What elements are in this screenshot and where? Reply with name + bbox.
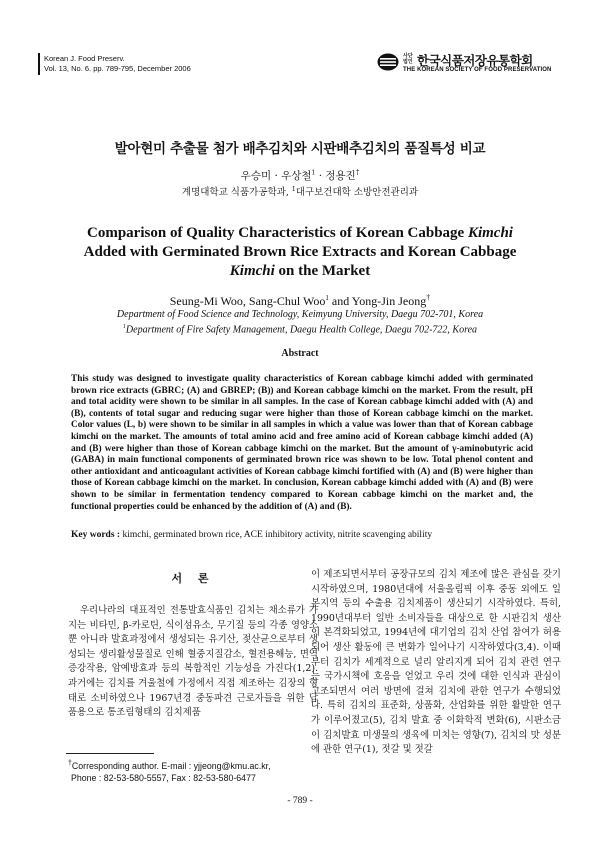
section-title-introduction: 서 론 <box>171 572 215 585</box>
society-prefix: 사단 법인 <box>403 53 413 65</box>
journal-name: Korean J. Food Preserv. <box>44 54 125 63</box>
authors-english: Seung-Mi Woo, Sang-Chul Woo$^1$ and Yong-Jin Jeong† <box>169 293 431 308</box>
affiliation-korean: 계명대학교 식품가공학과, $^1$대구보건대학 소방안전관리과 <box>181 185 419 198</box>
keywords: Key words : kimchi, germinated brown rice, ACE inhibitory activity, nitrite scavenging ability <box>71 530 433 540</box>
title-english: Comparison of Quality Characteristics of Korean Cabbage Kimchi Added with Germinated Brown Rice Extracts and Korean Cabbage Kimchi on the Market <box>83 225 517 279</box>
journal-volume: Vol. 13, No. 6. pp. 789-795, December 2006 <box>44 63 191 73</box>
society-logo <box>377 50 557 76</box>
page-number: - 789 - <box>287 796 313 806</box>
abstract-heading: Abstract <box>281 348 319 359</box>
abstract-text: This study was designed to investigate quality characteristics of Korean cabbage kimchi added with germinated brown rice extracts (GBRC; (A) and GBREP; (B)) and Korean cabbage kimchi on the market. From the result, pH and total acidity were shown to be similar in all samples. In the case of Korean cabbage kimchi added with (A) and (B), contents of total sugar and reducing sugar were higher than those of Korean cabbage kimchi on the market. Color values (L, b) were shown to be similar in all samples in which a value was lower than that of Korean cabbage kimchi on the market. The amounts of total amino acid and free amino acid of Korean cabbage kimchi added (A) and (B) were higher than those of Korean cabbage kimchi on the market. But the amount of γ-aminobutyric acid (GABA) in main functional components of germinated brown rice was shown to be low. Total phenol content and other antioxidant and anticoagulant activities of Korean cabbage kimchi fortified with (A) and (B) were higher than those of Korean cabbage kimchi on the market. In conclusion, Korean cabbage kimchi added with (A) and (B) were shown to be similar in fermentation tendency compared to Korean cabbage kimchi on the market and, the functional properties could be enhanced by the addition of (A) and (B). <box>71 374 533 512</box>
journal-info <box>44 54 191 73</box>
society-emblem-icon <box>377 53 399 71</box>
society-name-en: THE KOREAN SOCIETY OF FOOD PRESERVATION <box>403 67 552 73</box>
body-right-column: 이 제조되면서부터 공장규모의 김치 제조에 많은 관심을 갖기 시작하였으며, 1980년대에 서울올림픽 이후 중동 외에도 일본지역 등의 수출용 김치제품이 생산되기 시작하였다. 특히, 1990년대부터 일반 소비자들을 대상으로 한 시판김치 생산이 본격화되었고, 1994년에 대기업의 김치 산업 참여가 허용되어 생산 활동에 큰 변화가 일어나기 시작하였다(3,4). 이때부터 김치가 세계적으로 널리 알리지게 되어 김치 관련 연구는 국가시책에 호응을 얻었고 우리 것에 대한 인식과 관심이 고조되면서 여러 방면에 걸쳐 김치에 관한 연구가 수행되었다. 특히 김치의 표준화, 상품화, 산업화를 위한 활발한 연구가 이루어졌고(5), 김치 발효 중 이화학적 변화(6), 시판소금이 김치발효 미생물의 생육에 미치는 영향(7), 김치의 맛 성분에 관한 연구(1), 젓갈 및 젓갈 <box>311 569 561 756</box>
affiliation-english: Department of Food Science and Technology, Keimyung University, Daegu 702-701, Korea $^1$Department of Fire Safety Management, Daegu Health College, Daegu 702-722, Korea <box>116 309 484 336</box>
authors-korean: 우승미 · 우상철$^1$ · 정용진† <box>240 168 360 182</box>
body-left-column: 우리나라의 대표적인 전통발효식품인 김치는 채소류가 가지는 비타민, β-카로틴, 식이섬유소, 무기질 등의 각종 영양소 뿐 아니라 발효과정에서 생성되는 유기산, 젖산균으로부터 생성되는 생리활성물질로 인해 혈중지질감소, 혈전용해능, 면역증강작용, 암예방효과 등의 복합적인 기능성을 가진다(1,2). 과거에는 김치를 겨울철에 가정에서 직접 제조하는 김장의 형태로 소비하였으나 1967년경 중동파견 근로자들을 위한 납품용으로 통조림형태의 김치제품 <box>68 605 318 719</box>
society-name-kr: 한국식품저장유통학회 <box>417 53 533 68</box>
footnote-divider <box>66 753 154 754</box>
title-korean: 발아현미 추출물 첨가 배추김치와 시판배추김치의 품질특성 비교 <box>114 141 486 157</box>
journal-bar <box>38 53 40 75</box>
footnote: †Corresponding author. E-mail : yjjeong@kmu.ac.kr, Phone : 82-53-580-5557, Fax : 82-53-580-6477 <box>68 760 271 783</box>
